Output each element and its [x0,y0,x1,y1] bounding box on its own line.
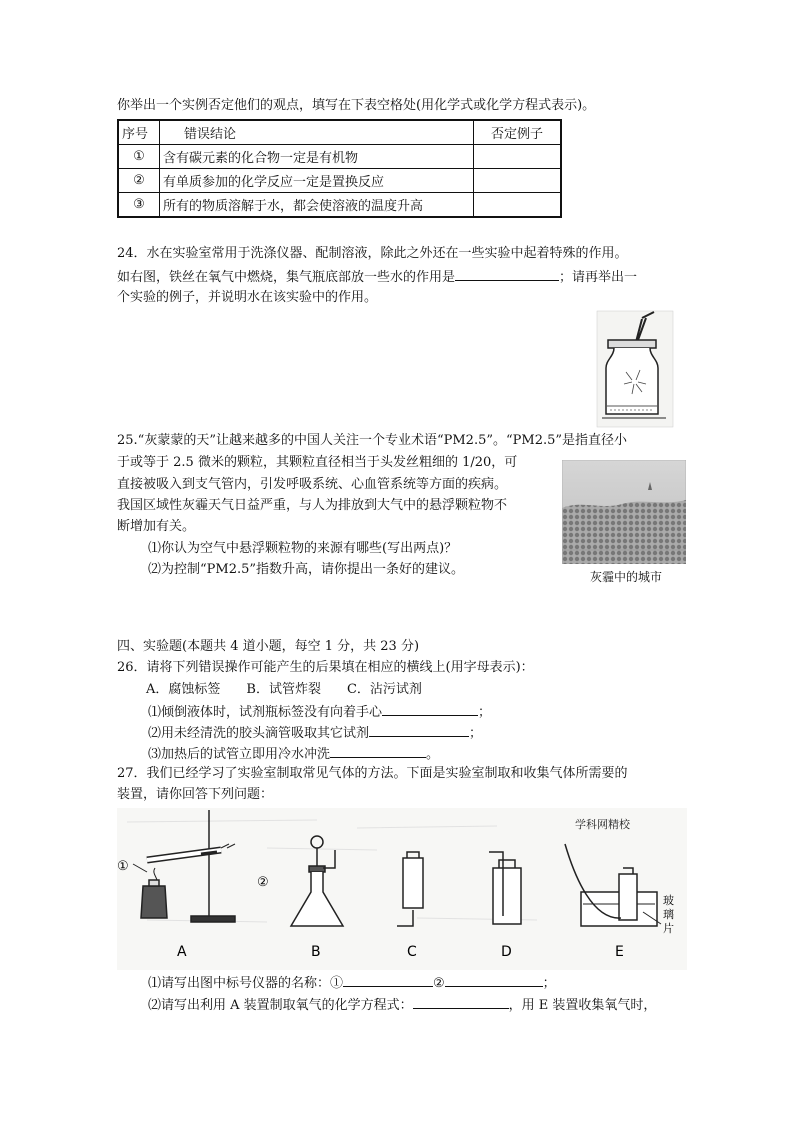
q27-sub2-tail: ，用 E 装置收集氧气时， [508,998,657,1013]
q25-line4: 我国区域性灰霾天气日益严重，与人为排放到大气中的悬浮颗粒物不 [117,498,508,513]
table-row [118,145,561,169]
q27-sub1-end: ； [542,976,556,991]
row-conclusion: 有单质参加的化学反应一定是置换反应 [160,169,474,193]
q27-sub1-text: ⑴请写出图中标号仪器的名称：① [148,976,344,991]
q24-line3: 个实验的例子，并说明水在该实验中的作用。 [117,290,378,305]
q27-sub2-text: ⑵请写出利用 A 装置制取氧气的化学方程式： [148,998,413,1013]
row-example-cell[interactable] [474,169,562,193]
q26-line1: 26．请将下列错误操作可能产生的后果填在相应的横线上(用字母表示)： [117,660,534,675]
mark-1: ① [117,859,129,874]
row-conclusion: 所有的物质溶解于水，都会使溶液的温度升高 [160,193,474,218]
glass-char-3: 片 [663,922,674,935]
section-4-title: 四、实验题(本题共 4 道小题，每空 1 分，共 23 分) [117,639,420,654]
row-conclusion: 含有碳元素的化合物一定是有机物 [160,145,474,169]
glass-plate-label [663,893,674,935]
header-example: 否定例子 [474,120,562,145]
table-row [118,169,561,193]
mark-2: ② [257,875,269,890]
row-no: ① [118,145,160,169]
q26-sep2: ； [469,726,483,741]
q27-line1: 27．我们已经学习了实验室制取常见气体的方法。下面是实验室制取和收集气体所需要的 [117,766,628,781]
q27-blank-3[interactable] [413,995,509,1009]
q27-blank-1[interactable] [343,973,433,987]
q26-options: A．腐蚀标签 B．试管炸裂 C．沾污试剂 [146,682,422,697]
header-conclusion: 错误结论 [160,120,474,145]
q26-blank-2[interactable] [369,723,469,737]
q26-blank-3[interactable] [330,744,426,758]
row-no: ③ [118,193,160,218]
table-header-row [118,120,561,145]
q25-line3: 直接被吸入到支气管内，引发呼吸系统、心血管系统等方面的疾病。 [117,477,508,492]
q26-sub2-text: ⑵用未经清洗的胶头滴管吸取其它试剂 [148,726,370,741]
q26-sub3-text: ⑶加热后的试管立即用冷水冲洗 [148,747,331,762]
q24-line2-tail: ；请再举出一 [559,270,638,285]
row-example-cell[interactable] [474,145,562,169]
gas-apparatus-diagram [117,808,687,970]
glass-char-2: 璃 [663,908,674,921]
row-no: ② [118,169,160,193]
q26-sep3: 。 [426,747,440,762]
q27-line2: 装置，请你回答下列问题： [117,787,274,802]
q26-sub1-text: ⑴倾倒液体时，试剂瓶标签没有向着手心 [148,705,383,720]
label-a: A [177,944,187,960]
q24-line2-text: 如右图，铁丝在氧气中燃烧，集气瓶底部放一些水的作用是 [117,270,456,285]
glass-char-1: 玻 [663,894,674,907]
q24-answer-blank[interactable] [455,267,559,281]
q25-sub1: ⑴你认为空气中悬浮颗粒物的来源有哪些(写出两点)？ [148,541,458,556]
row-example-cell[interactable] [474,193,562,218]
q24-line1: 24．水在实验室常用于洗涤仪器、配制溶液，除此之外还在一些实验中起着特殊的作用。 [117,246,628,261]
iron-wire-combustion-figure [596,310,674,428]
label-b: B [311,944,321,960]
q27-blank-2[interactable] [445,973,543,987]
q27-sub1-mark2: ② [433,976,445,991]
q25-line5: 断增加有关。 [117,519,196,534]
q27-sub2 [148,995,656,1015]
q25-line2: 于或等于 2.5 微米的颗粒，其颗粒直径相当于头发丝粗细的 1/20，可 [117,455,518,470]
q26-blank-1[interactable] [382,702,478,716]
label-e: E [615,944,624,960]
q26-sep1: ； [478,705,492,720]
q26-sub3 [148,744,439,764]
table-row [118,193,561,218]
q24-line2 [117,267,637,287]
haze-city-photo [562,460,686,564]
error-table [117,119,562,218]
q25-line1: 25.“灰蒙蒙的天”让越来越多的中国人关注一个专业术语“PM2.5”。“PM2.5”是指直径小 [117,433,628,448]
header-no: 序号 [118,120,160,145]
q27-sub1 [148,973,556,993]
label-c: C [407,944,417,960]
intro-text: 你举出一个实例否定他们的观点，填写在下表空格处(用化学式或化学方程式表示)。 [117,98,596,113]
q25-sub2: ⑵为控制“PM2.5”指数升高，请你提出一条好的建议。 [148,562,465,577]
diagram-watermark: 学科网精校 [575,818,630,831]
q26-sub1 [148,702,491,722]
haze-city-caption: 灰霾中的城市 [590,570,663,584]
label-d: D [501,944,512,960]
q26-sub2 [148,723,482,743]
